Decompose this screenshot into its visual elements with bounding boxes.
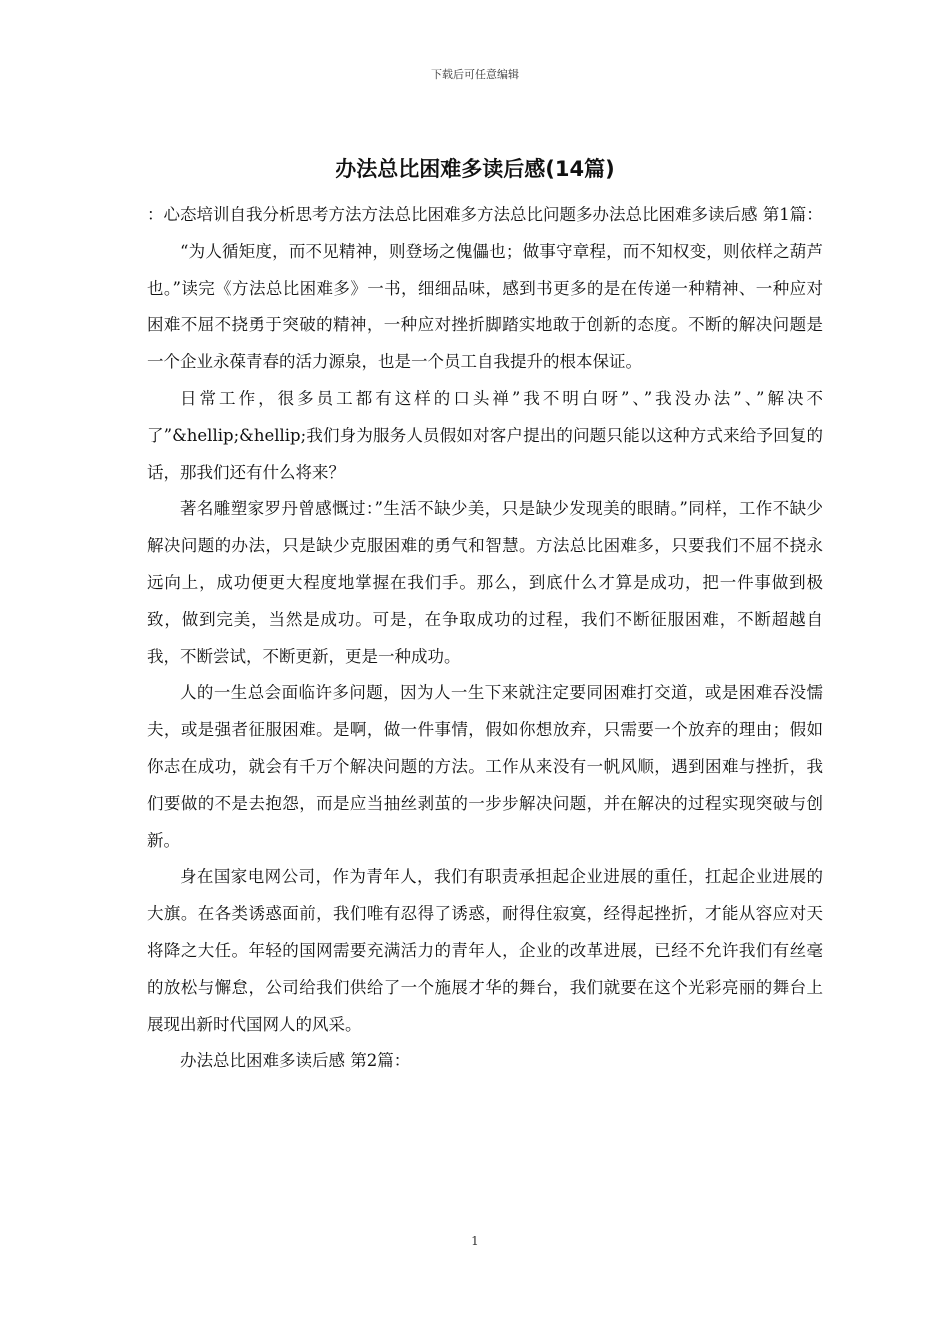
paragraph-intro: ：心态培训自我分析思考方法方法总比困难多方法总比问题多办法总比困难多读后感 第1篇： (147, 205, 823, 224)
header-note: 下载后可任意编辑 (431, 68, 519, 81)
section-heading: 办法总比困难多读后感 第2篇： (180, 1051, 411, 1071)
paragraph: “为人循矩度，而不见精神，则登场之傀儡也；做事守章程，而不知权变，则依样之葫芦也。”读完《方法总比困难多》一书，细细品味，感到书更多的是在传递一种精神、一种应对困难不屈不挠勇于突破的精神，一种应对挫折脚踏实地敢于创新的态度。不断的解决问题是一个企业永葆青春的活力源泉，也是一个员工自我提升的根本保证。 (147, 241, 823, 372)
paragraph: 日常工作，很多员工都有这样的口头禅”我不明白呀”、”我没办法”、”解决不了”&hellip;&hellip;我们身为服务人员假如对客户提出的问题只能以这种方式来给予回复的话，那我们还有什么将来？ (147, 388, 823, 482)
document-body (147, 197, 823, 1080)
paragraph: 著名雕塑家罗丹曾感慨过：”生活不缺少美，只是缺少发现美的眼睛。”同样，工作不缺少解决问题的办法，只是缺少克服困难的勇气和智慧。方法总比困难多，只要我们不屈不挠永远向上，成功便更大程度地掌握在我们手。那么，到底什么才算是成功，把一件事做到极致，做到完美，当然是成功。可是，在争取成功的过程，我们不断征服困难，不断超越自我，不断尝试，不断更新，更是一种成功。 (147, 499, 823, 666)
paragraph: 身在国家电网公司，作为青年人，我们有职责承担起企业进展的重任，扛起企业进展的大旗。在各类诱惑面前，我们唯有忍得了诱惑，耐得住寂寞，经得起挫折，才能从容应对天将降之大任。年轻的国网需要充满活力的青年人，企业的改革进展，已经不允许我们有丝毫的放松与懈怠，公司给我们供给了一个施展才华的舞台，我们就要在这个光彩亮丽的舞台上展现出新时代国网人的风采。 (147, 867, 823, 1034)
page-number: 1 (471, 1234, 479, 1248)
paragraph: 人的一生总会面临许多问题，因为人一生下来就注定要同困难打交道，或是困难吞没懦夫，或是强者征服困难。是啊，做一件事情，假如你想放弃，只需要一个放弃的理由；假如你志在成功，就会有千万个解决问题的方法。工作从来没有一帆风顺，遇到困难与挫折，我们要做的不是去抱怨，而是应当抽丝剥茧的一步步解决问题，并在解决的过程实现突破与创新。 (147, 683, 823, 850)
document-title: 办法总比困难多读后感(14篇) (335, 157, 615, 181)
